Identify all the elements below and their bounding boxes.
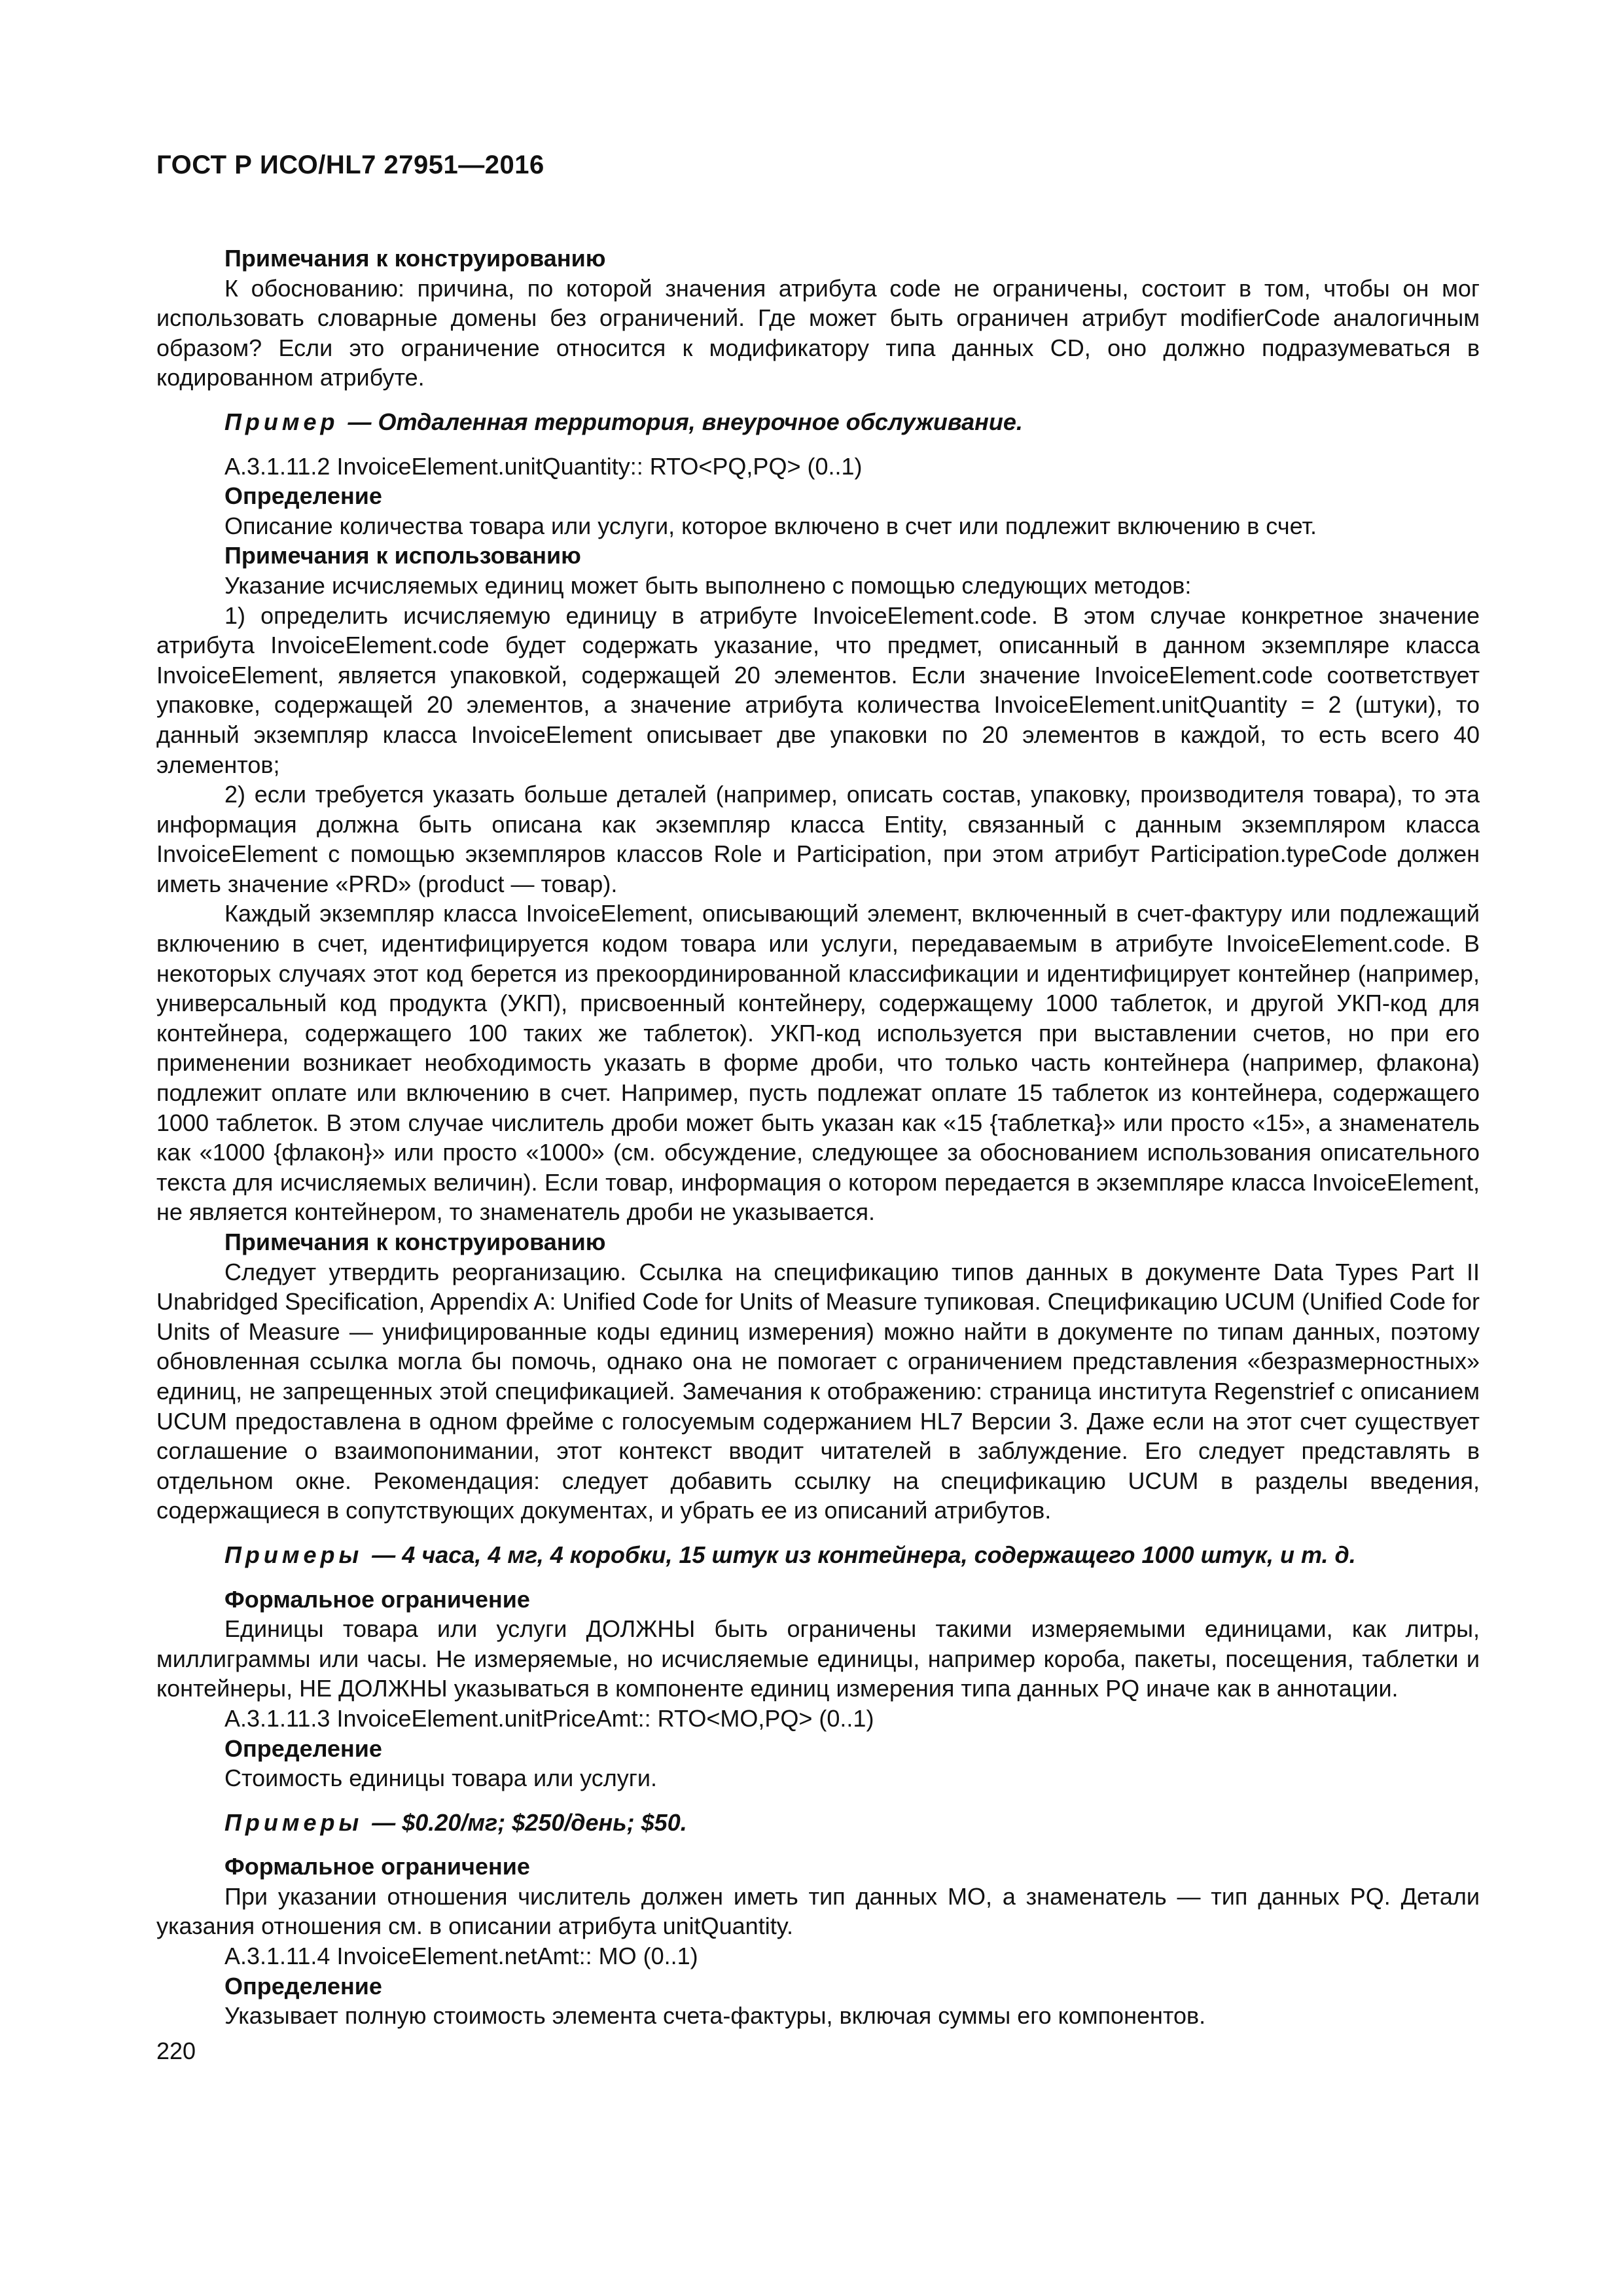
page-number: 220 [156, 2037, 196, 2064]
text-line: Указание исчисляемых единиц может быть выполнено с помощью следующих методов: [224, 571, 1192, 599]
paragraph: Единицы товара или услуги ДОЛЖНЫ быть ограничены такими измеряемыми единицами, как литры, миллиграммы или часы. Не измеряемые, но исчисляемые единицы, например короба, пакеты, посещения, таблетки и контейнеры, НЕ ДОЛЖНЫ указываться в компоненте единиц измерения типа данных PQ иначе как в аннотации. [156, 1615, 1480, 1702]
section-heading: Определение [224, 1972, 382, 2000]
example-text: — Отдаленная территория, внеурочное обслуживание. [348, 408, 1023, 435]
paragraph: Каждый экземпляр класса InvoiceElement, описывающий элемент, включенный в счет-фактуру или подлежащий включению в счет, идентифицируется кодом товара или услуги, передаваемым в атрибуте InvoiceElement.code. В некоторых случаях этот код берется из прекоординированной классификации и идентифицирует контейнер (например, универсальный код продукта (УКП), присвоенный контейнеру, содержащему 1000 таблеток, и другой УКП-код для контейнера, содержащего 100 таких же таблеток). УКП-код используется при выставлении счетов, но при его применении возникает необходимость указать в форме дроби, что только часть контейнера (например, флакона) подлежит оплате или включению в счет. Например, пусть подлежат оплате 15 таблеток из контейнера, содержащего 1000 таблеток. В этом случае числитель дроби может быть указан как «15 {таблетка}» или просто «15», а знаменатель как «1000 {флакон}» или просто «1000» (см. обсуждение, следующее за обоснованием использования описательного текста для исчисляемых величин). Если товар, информация о котором передается в экземпляре класса InvoiceElement, не является контейнером, то знаменатель дроби не указывается. [156, 900, 1480, 1226]
paragraph: 1) определить исчисляемую единицу в атрибуте InvoiceElement.code. В этом случае конкретное значение атрибута InvoiceElement.code будет содержать указание, что предмет, описанный в данном экземпляре класса InvoiceElement, является упаковкой, содержащей 20 элементов. Если значение InvoiceElement.code соответствует упаковке, содержащей 20 элементов, а значение атрибута количества InvoiceElement.unitQuantity = 2 (штуки), то данный экземпляр класса InvoiceElement описывает две упаковки по 20 элементов в каждой, то есть всего 40 элементов; [156, 601, 1480, 778]
example-text: — $0.20/мг; $250/день; $50. [372, 1808, 687, 1836]
example-label: Примеры [224, 1541, 363, 1568]
example-line [156, 1808, 1480, 1838]
section-heading: Определение [224, 482, 382, 510]
section-heading: Примечания к использованию [224, 542, 581, 569]
paragraph: Следует утвердить реорганизацию. Ссылка на спецификацию типов данных в документе Data Types Part II Unabridged Specification, Appendix A: Unified Code for Units of Measure тупиковая. Спецификацию UCUM (Unified Code for Units of Measure — унифицированные коды единиц измерения) можно найти в документе по типам данных, поэтому обновленная ссылка могла бы помочь, однако она не помогает с ограничением представления «безразмерностных» единиц, не запрещенных этой спецификацией. Замечания к отображению: страница института Regenstrief с описанием UCUM предоставлена в одном фрейме с голосуемым содержанием HL7 Версии 3. Даже если на этот счет существует соглашение о взаимопонимании, этот контекст вводит читателей в заблуждение. Его следует представлять в отдельном окне. Рекомендация: следует добавить ссылку на спецификацию UCUM в разделы введения, содержащиеся в сопутствующих документах, и убрать ее из описаний атрибутов. [156, 1258, 1480, 1524]
text-line: Указывает полную стоимость элемента счета-фактуры, включая суммы его компонентов. [224, 2002, 1206, 2030]
example-line [156, 407, 1480, 437]
section-heading: Формальное ограничение [224, 1853, 530, 1880]
text-line: Стоимость единицы товара или услуги. [224, 1765, 658, 1792]
document-page [156, 149, 1480, 2066]
example-text: — 4 часа, 4 мг, 4 коробки, 15 штук из контейнера, содержащего 1000 штук, и т. д. [372, 1541, 1356, 1568]
text-line: Описание количества товара или услуги, которое включено в счет или подлежит включению в счет. [224, 512, 1317, 539]
paragraph: К обоснованию: причина, по которой значения атрибута code не ограничены, состоит в том, чтобы он мог использовать словарные домены без ограничений. Где может быть ограничен атрибут modifierCode аналогичным образом? Если это ограничение относится к модификатору типа данных CD, оно должно подразумеваться в кодированном атрибуте. [156, 274, 1480, 391]
paragraph: 2) если требуется указать больше деталей (например, описать состав, упаковку, производителя товара), то эта информация должна быть описана как экземпляр класса Entity, связанный с данным экземпляром класса InvoiceElement с помощью экземпляров классов Role и Participation, при этом атрибут Participation.typeCode должен иметь значение «PRD» (product — товар). [156, 781, 1480, 897]
example-line [156, 1540, 1480, 1570]
section-heading: Примечания к конструированию [224, 1229, 606, 1255]
example-label: Пример [224, 408, 339, 435]
standard-header: ГОСТ Р ИСО/HL7 27951—2016 [156, 151, 544, 179]
text-line: А.3.1.11.2 InvoiceElement.unitQuantity:: RTO<PQ,PQ> (0..1) [224, 452, 863, 480]
paragraph: При указании отношения числитель должен иметь тип данных MO, а знаменатель — тип данных PQ. Детали указания отношения см. в описании атрибута unitQuantity. [156, 1882, 1480, 1940]
section-heading: Формальное ограничение [224, 1585, 530, 1613]
example-label: Примеры [224, 1808, 363, 1836]
text-line: А.3.1.11.3 InvoiceElement.unitPriceAmt:: RTO<MO,PQ> (0..1) [224, 1704, 874, 1732]
section-heading: Определение [224, 1734, 382, 1762]
document-body [156, 243, 1480, 2031]
text-line: А.3.1.11.4 InvoiceElement.netAmt:: MO (0..1) [224, 1943, 698, 1970]
section-heading: Примечания к конструированию [224, 245, 606, 272]
